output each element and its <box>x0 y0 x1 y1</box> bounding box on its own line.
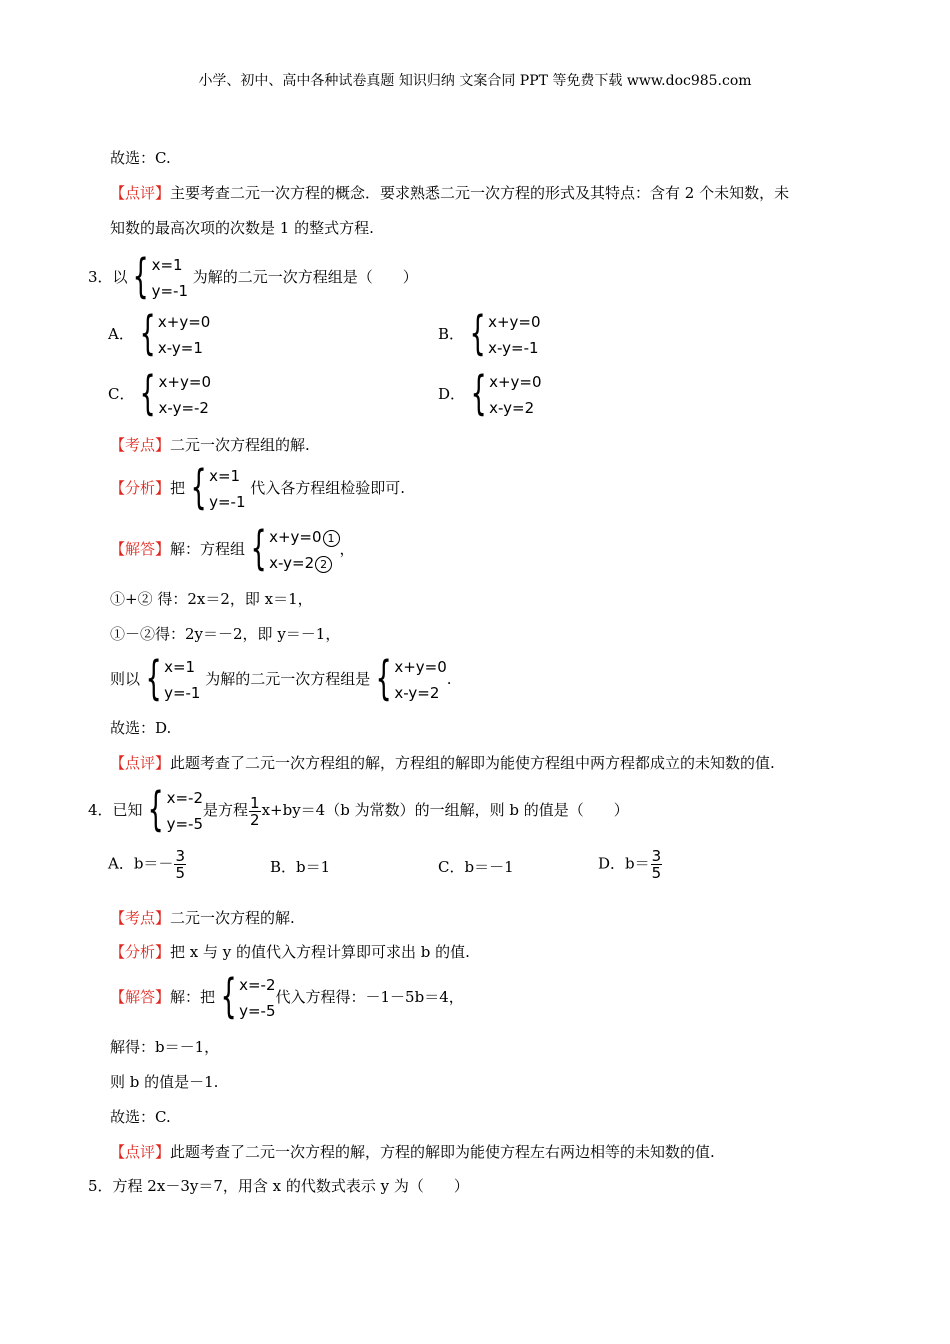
q3-answer-pre: 解：方程组 <box>170 540 246 558</box>
option-label: D． <box>438 385 466 403</box>
q3-option-c <box>108 366 211 421</box>
q3-step1: ①+② 得：2x＝2，即 x＝1， <box>110 590 313 608</box>
review-tag: 【点评】 <box>110 754 171 772</box>
q3-review-text: 此题考查了二元一次方程组的解，方程组的解即为能使方程组中两方程都成立的未知数的值. <box>170 754 775 772</box>
sys-x: x=1 <box>209 467 241 485</box>
frac-num: 1 <box>250 793 260 812</box>
prev-review <box>110 182 789 203</box>
option-eq2: x-y=-2 <box>158 399 209 417</box>
q3-stem <box>88 249 418 304</box>
point-tag: 【考点】 <box>110 436 171 454</box>
q4-then: 则 b 的值是－1. <box>110 1073 219 1091</box>
option-eq1: x+y=0 <box>158 373 211 391</box>
answer-eq2-row <box>269 550 339 576</box>
q4-option-c: C．b＝－1 <box>438 858 514 876</box>
q4-point <box>110 907 295 928</box>
q4-review <box>110 1141 715 1162</box>
answer-eq2: x-y=2 <box>269 554 315 572</box>
option-system <box>139 366 211 421</box>
option-eq2: x-y=-1 <box>488 339 539 357</box>
circled-1-icon: 1 <box>323 530 340 547</box>
q3-sys-y: y=-1 <box>151 282 189 300</box>
prev-choose: 故选：C. <box>110 149 171 167</box>
q3-answer-post: ， <box>339 540 355 558</box>
q4-solution-system <box>147 782 204 837</box>
q4-sys-y: y=-5 <box>166 815 204 833</box>
q3-option-d <box>438 366 542 421</box>
q4-option-b: B．b＝1 <box>270 858 331 876</box>
answer-tag: 【解答】 <box>110 988 171 1006</box>
option-system <box>469 306 541 361</box>
option-system <box>470 366 542 421</box>
sys-y: y=-1 <box>209 493 246 511</box>
q4-sys-x: x=-2 <box>166 789 204 807</box>
option-eq1: x+y=0 <box>488 313 541 331</box>
frac-den: 5 <box>651 864 662 882</box>
option-eq1: x+y=0 <box>489 373 542 391</box>
sys-x: x=1 <box>164 658 196 676</box>
option-label: A． <box>108 325 134 343</box>
option-label: B． <box>438 325 465 343</box>
brace-icon: { <box>147 782 165 836</box>
q5-stem: 5．方程 2x－3y＝7，用含 x 的代数式表示 y 为（ ） <box>88 1177 469 1195</box>
q3-review <box>110 752 775 773</box>
answer-eq1: x+y=0 <box>394 658 447 676</box>
q4-answer <box>110 969 464 1024</box>
q4-stem-b: x+by＝4（b 为常数）的一组解，则 b 的值是（ ） <box>261 801 629 819</box>
q4-sys-y: y=-5 <box>239 1002 276 1020</box>
q4-answer-system <box>220 969 276 1024</box>
q3-then-system <box>375 651 447 706</box>
circled-2-icon: 2 <box>315 556 332 573</box>
q3-then-end: . <box>446 670 452 688</box>
q4-answer-post: 代入方程得：－1－5b＝4， <box>275 988 464 1006</box>
q4-number: 4．已知 <box>88 801 143 819</box>
q3-answer <box>110 521 355 576</box>
half-fraction <box>249 795 261 828</box>
q4-answer-pre: 解：把 <box>170 988 216 1006</box>
frac-num: 3 <box>175 847 185 865</box>
q3-option-a <box>108 306 211 361</box>
q4-solve: 解得：b＝－1， <box>110 1038 220 1056</box>
q4-opt-a-fraction <box>174 848 186 881</box>
q3-point-text: 二元一次方程组的解. <box>170 436 310 454</box>
q3-step2: ①－②得：2y＝－2，即 y＝－1， <box>110 625 341 643</box>
frac-num: 3 <box>651 847 662 865</box>
brace-icon: { <box>220 969 237 1023</box>
point-tag: 【考点】 <box>110 909 171 927</box>
answer-eq1: x+y=0 <box>269 528 322 546</box>
q4-option-d <box>598 848 663 881</box>
brace-icon: { <box>250 521 267 575</box>
brace-icon: { <box>139 306 156 360</box>
review-tag: 【点评】 <box>110 184 171 202</box>
brace-icon: { <box>190 460 207 514</box>
sys-y: y=-1 <box>164 684 201 702</box>
q4-sys-x: x=-2 <box>239 976 276 994</box>
q3-answer-system <box>250 521 340 576</box>
q4-point-text: 二元一次方程的解. <box>170 909 295 927</box>
q4-opt-d-label: D．b＝ <box>598 854 650 873</box>
option-eq2: x-y=1 <box>157 339 203 357</box>
q3-choose: 故选：D. <box>110 719 172 737</box>
option-eq2: x-y=2 <box>489 399 535 417</box>
q3-then-solution <box>145 651 201 706</box>
q3-sys-x: x=1 <box>151 256 183 274</box>
q3-conclusion <box>110 651 452 706</box>
q3-point <box>110 434 310 455</box>
brace-icon: { <box>375 651 392 705</box>
brace-icon: { <box>145 651 162 705</box>
answer-eq2: x-y=2 <box>394 684 440 702</box>
brace-icon: { <box>469 306 486 360</box>
brace-icon: { <box>139 366 156 420</box>
q3-then-mid: 为解的二元一次方程组是 <box>205 670 371 688</box>
q3-then-pre: 则以 <box>110 670 141 688</box>
q3-number: 3．以 <box>88 268 128 286</box>
q3-analysis-post: 代入各方程组检验即可. <box>250 479 406 497</box>
prev-review-text-2: 知数的最高次项的次数是 1 的整式方程. <box>110 219 374 237</box>
q4-option-a <box>108 848 187 881</box>
analysis-tag: 【分析】 <box>110 479 171 497</box>
prev-review-text-1: 主要考查二元一次方程的概念．要求熟悉二元一次方程的形式及其特点：含有 2 个未知数，未 <box>170 184 790 202</box>
q3-stem-tail: 为解的二元一次方程组是（ ） <box>192 268 418 286</box>
q3-analysis-system <box>190 460 246 515</box>
q4-stem-a: 是方程 <box>203 801 249 819</box>
q4-analysis <box>110 941 470 962</box>
frac-den: 2 <box>250 810 260 829</box>
brace-icon: { <box>132 249 150 303</box>
answer-eq1-row <box>269 524 339 550</box>
option-system <box>139 306 211 361</box>
brace-icon: { <box>470 366 487 420</box>
option-label: C． <box>108 385 135 403</box>
analysis-tag: 【分析】 <box>110 943 171 961</box>
q3-solution-system <box>132 249 189 304</box>
frac-den: 5 <box>175 864 185 882</box>
q4-stem <box>88 782 629 837</box>
q3-analysis <box>110 460 406 515</box>
review-tag: 【点评】 <box>110 1143 171 1161</box>
answer-tag: 【解答】 <box>110 540 171 558</box>
q4-analysis-text: 把 x 与 y 的值代入方程计算即可求出 b 的值. <box>170 943 470 961</box>
q3-option-b <box>438 306 541 361</box>
q4-review-text: 此题考查了二元一次方程的解，方程的解即为能使方程左右两边相等的未知数的值. <box>170 1143 715 1161</box>
q4-opt-a-label: A．b＝－ <box>108 854 174 873</box>
q4-choose: 故选：C. <box>110 1108 171 1126</box>
option-eq1: x+y=0 <box>157 313 211 331</box>
q3-analysis-pre: 把 <box>170 479 186 497</box>
page-header: 小学、初中、高中各种试卷真题 知识归纳 文案合同 PPT 等免费下载 www.doc985.com <box>198 73 752 89</box>
q4-opt-d-fraction <box>651 848 663 881</box>
